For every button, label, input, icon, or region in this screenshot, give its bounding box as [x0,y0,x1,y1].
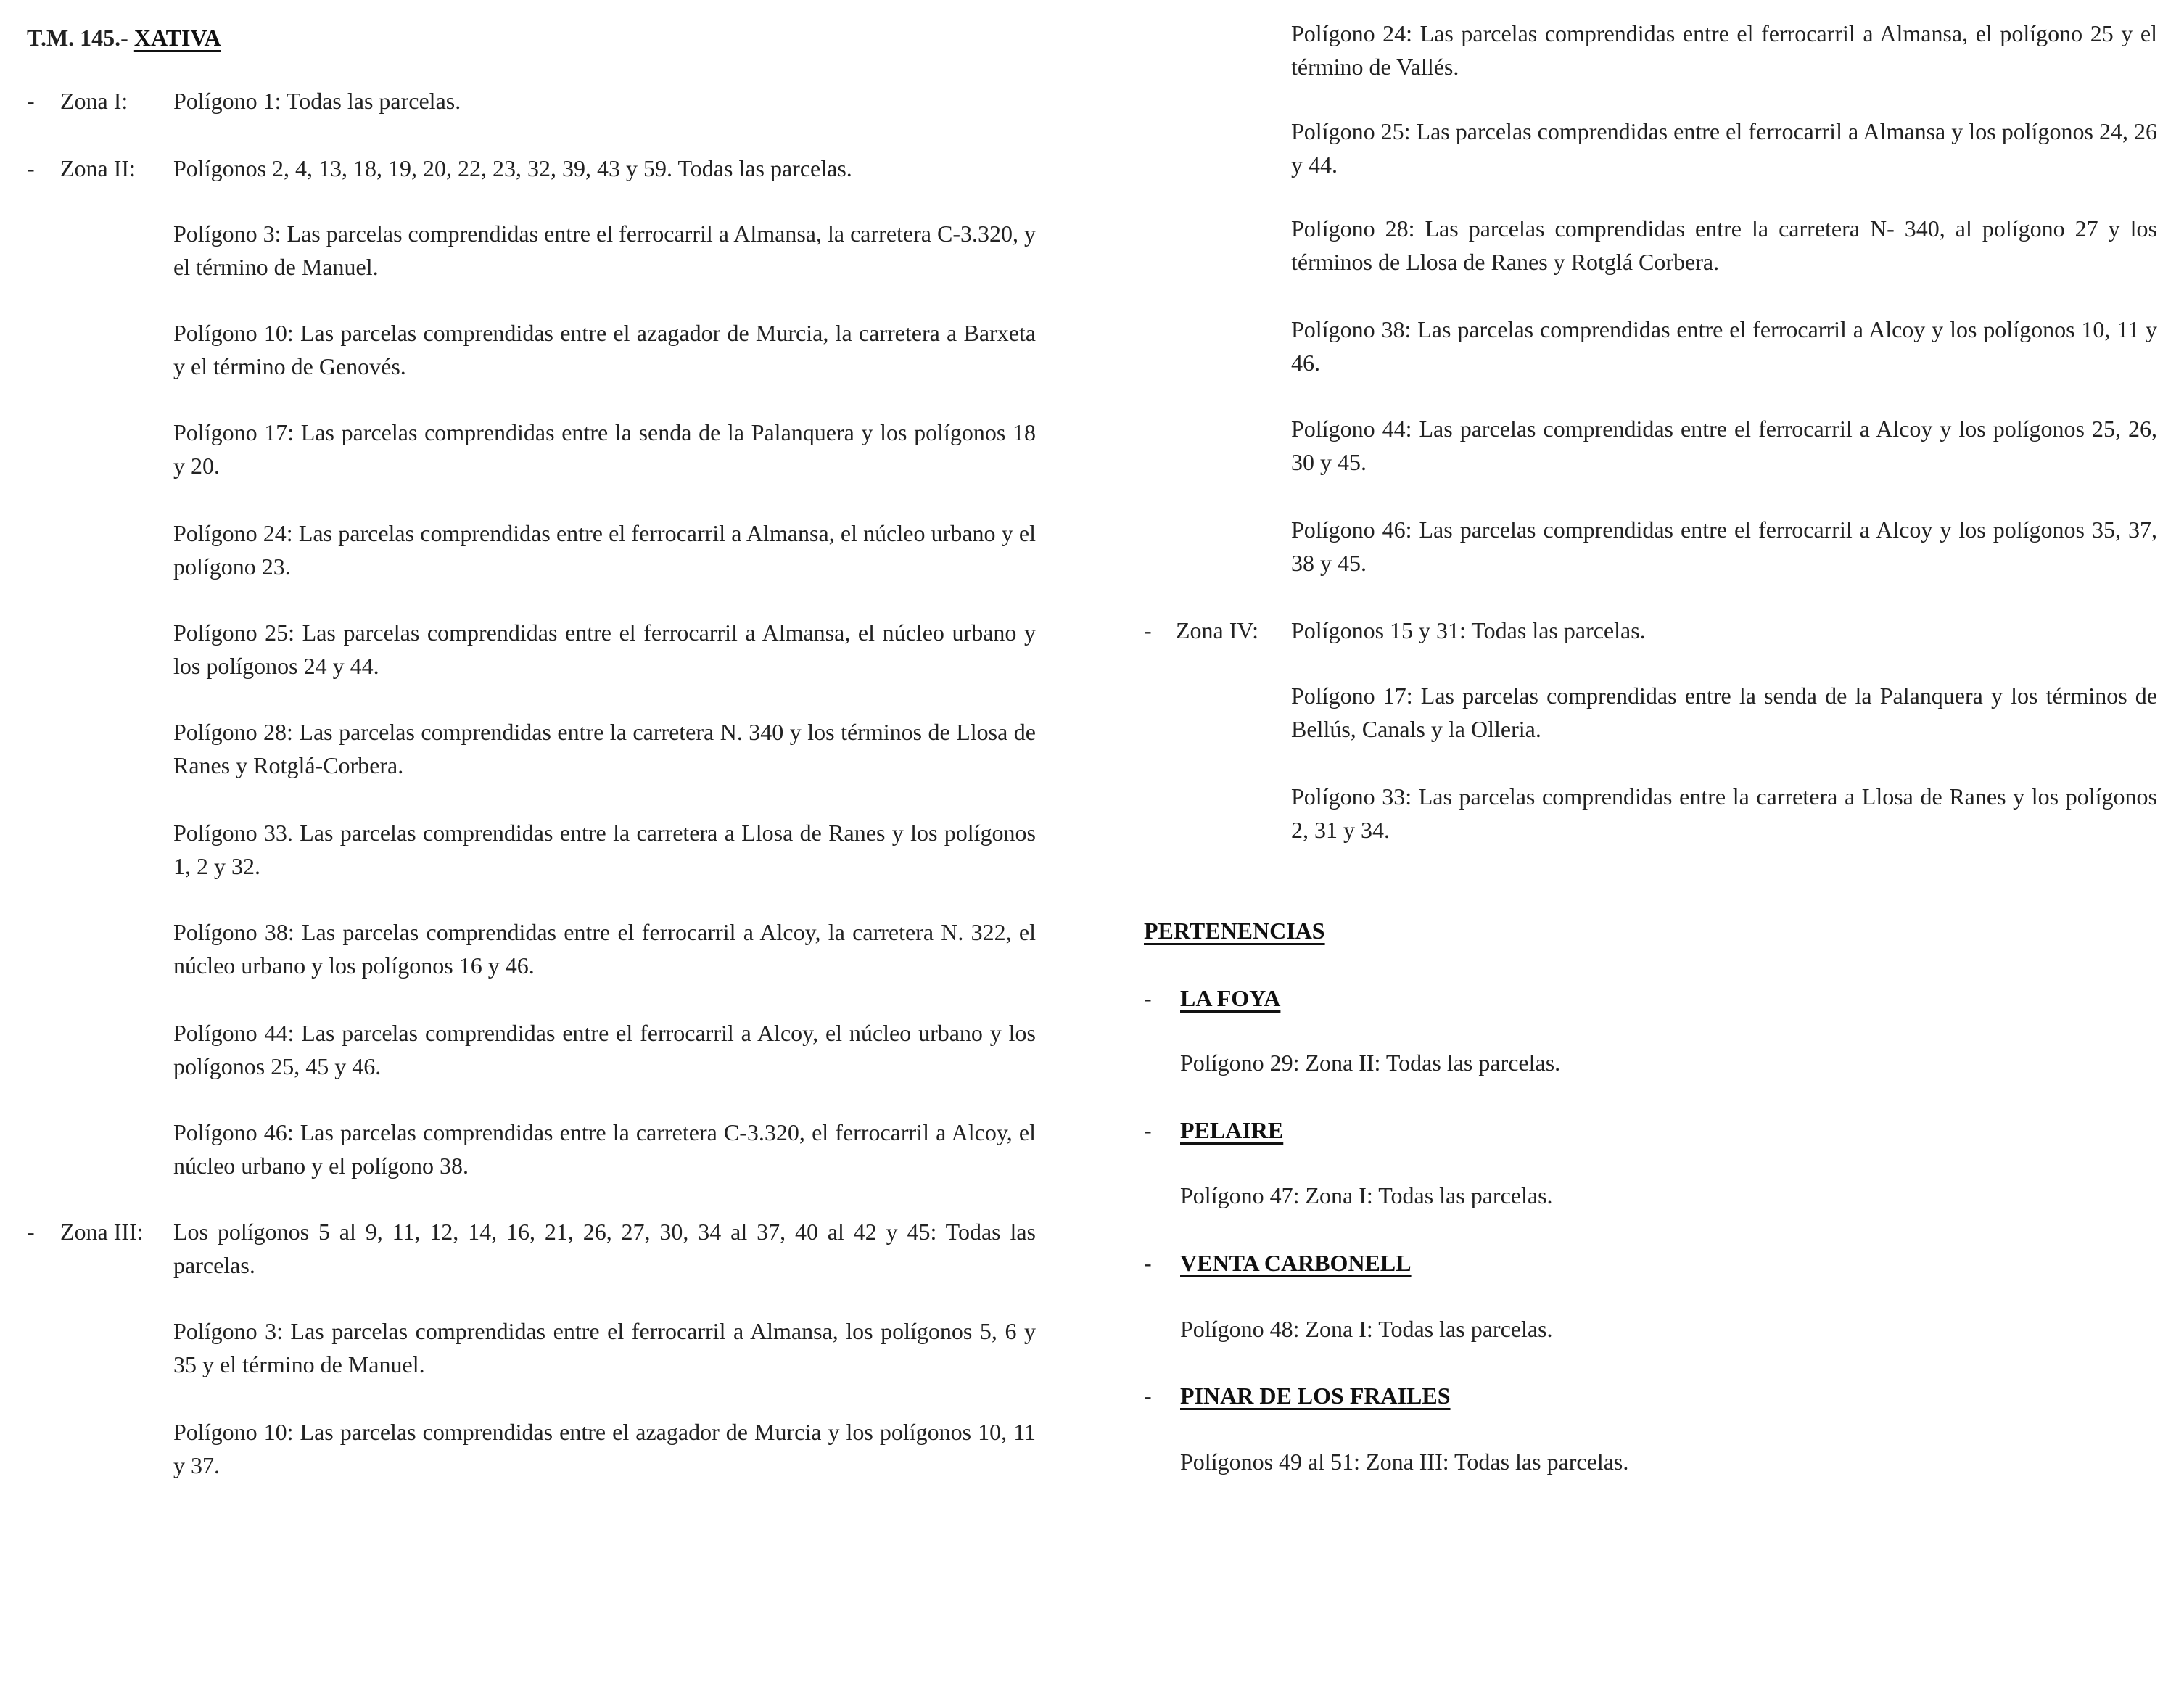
bullet-dash: - [1144,1117,1152,1143]
poligono-paragraph: Polígono 17: Las parcelas comprendidas entre la senda de la Palanquera y los términos de Bellús, Canals y la Olleria. [1291,683,2157,742]
zona-text: Polígono 1: Todas las parcelas. [173,88,461,114]
pertenencia-name: PELAIRE [1180,1117,1284,1143]
pertenencia-name: PINAR DE LOS FRAILES [1180,1383,1451,1409]
zona-text: Polígonos 2, 4, 13, 18, 19, 20, 22, 23, 32, 39, 43 y 59. Todas las parcelas. [173,155,852,181]
pertenencia-text: Polígono 29: Zona II: Todas las parcelas. [1180,1050,1561,1076]
pertenencia-text: Polígonos 49 al 51: Zona III: Todas las parcelas. [1180,1449,1629,1475]
poligono-paragraph: Polígono 33. Las parcelas comprendidas entre la carretera a Llosa de Ranes y los polígonos 1, 2 y 32. [173,820,1036,879]
zona-text: Los polígonos 5 al 9, 11, 12, 14, 16, 21, 26, 27, 30, 34 al 37, 40 al 42 y 45: Todas las parcelas. [173,1219,1036,1278]
pertenencia-text: Polígono 48: Zona I: Todas las parcelas. [1180,1316,1553,1342]
poligono-paragraph: Polígono 10: Las parcelas comprendidas entre el azagador de Murcia, la carretera a Barxeta y el término de Genovés. [173,320,1036,379]
document-title [27,21,221,54]
poligono-paragraph: Polígono 10: Las parcelas comprendidas entre el azagador de Murcia y los polígonos 10, 11 y 37. [173,1419,1036,1478]
pertenencias-heading: PERTENENCIAS [1144,918,1325,944]
pertenencia-name: VENTA CARBONELL [1180,1250,1412,1276]
title-prefix: T.M. 145.- [27,25,134,51]
poligono-paragraph: Polígono 46: Las parcelas comprendidas entre la carretera C-3.320, el ferrocarril a Alcoy, el núcleo urbano y el polígono 38. [173,1119,1036,1179]
poligono-paragraph: Polígono 33: Las parcelas comprendidas entre la carretera a Llosa de Ranes y los polígonos 2, 31 y 34. [1291,783,2157,843]
poligono-paragraph: Polígono 46: Las parcelas comprendidas entre el ferrocarril a Alcoy y los polígonos 35, 37, 38 y 45. [1291,516,2157,576]
zona-label: Zona IV: [1176,617,1259,643]
pertenencia-name: LA FOYA [1180,985,1281,1011]
poligono-paragraph: Polígono 44: Las parcelas comprendidas entre el ferrocarril a Alcoy, el núcleo urbano y los polígonos 25, 45 y 46. [173,1020,1036,1079]
poligono-paragraph: Polígono 25: Las parcelas comprendidas entre el ferrocarril a Almansa, el núcleo urbano y los polígonos 24 y 44. [173,619,1036,679]
bullet-dash: - [1144,985,1152,1011]
poligono-paragraph: Polígono 17: Las parcelas comprendidas entre la senda de la Palanquera y los polígonos 18 y 20. [173,419,1036,479]
poligono-paragraph: Polígono 28: Las parcelas comprendidas entre la carretera N- 340, al polígono 27 y los términos de Llosa de Ranes y Rotglá Corbera. [1291,215,2157,275]
poligono-paragraph: Polígono 25: Las parcelas comprendidas entre el ferrocarril a Almansa y los polígonos 24, 26 y 44. [1291,118,2157,178]
poligono-paragraph: Polígono 3: Las parcelas comprendidas entre el ferrocarril a Almansa, la carretera C-3.320, y el término de Manuel. [173,221,1036,280]
poligono-paragraph: Polígono 38: Las parcelas comprendidas entre el ferrocarril a Alcoy y los polígonos 10, 11 y 46. [1291,316,2157,376]
poligono-paragraph: Polígono 38: Las parcelas comprendidas entre el ferrocarril a Alcoy, la carretera N. 322, el núcleo urbano y los polígonos 16 y 46. [173,919,1036,979]
title-name: XATIVA [133,25,221,51]
zona-label: Zona I: [60,88,128,114]
poligono-paragraph: Polígono 3: Las parcelas comprendidas entre el ferrocarril a Almansa, los polígonos 5, 6 y 35 y el término de Manuel. [173,1318,1036,1377]
bullet-dash: - [27,155,35,181]
bullet-dash: - [27,88,35,114]
bullet-dash: - [1144,1383,1152,1409]
zona-label: Zona II: [60,155,136,181]
poligono-paragraph: Polígono 44: Las parcelas comprendidas entre el ferrocarril a Alcoy y los polígonos 25, 26, 30 y 45. [1291,416,2157,475]
poligono-paragraph: Polígono 24: Las parcelas comprendidas entre el ferrocarril a Almansa, el núcleo urbano y el polígono 23. [173,520,1036,580]
poligono-paragraph: Polígono 24: Las parcelas comprendidas entre el ferrocarril a Almansa, el polígono 25 y el término de Vallés. [1291,20,2157,80]
poligono-paragraph: Polígono 28: Las parcelas comprendidas entre la carretera N. 340 y los términos de Llosa de Ranes y Rotglá-Corbera. [173,719,1036,778]
zona-text: Polígonos 15 y 31: Todas las parcelas. [1291,617,1646,643]
pertenencia-text: Polígono 47: Zona I: Todas las parcelas. [1180,1182,1553,1208]
bullet-dash: - [1144,617,1152,643]
bullet-dash: - [1144,1250,1152,1276]
bullet-dash: - [27,1219,35,1245]
zona-label: Zona III: [60,1219,144,1245]
